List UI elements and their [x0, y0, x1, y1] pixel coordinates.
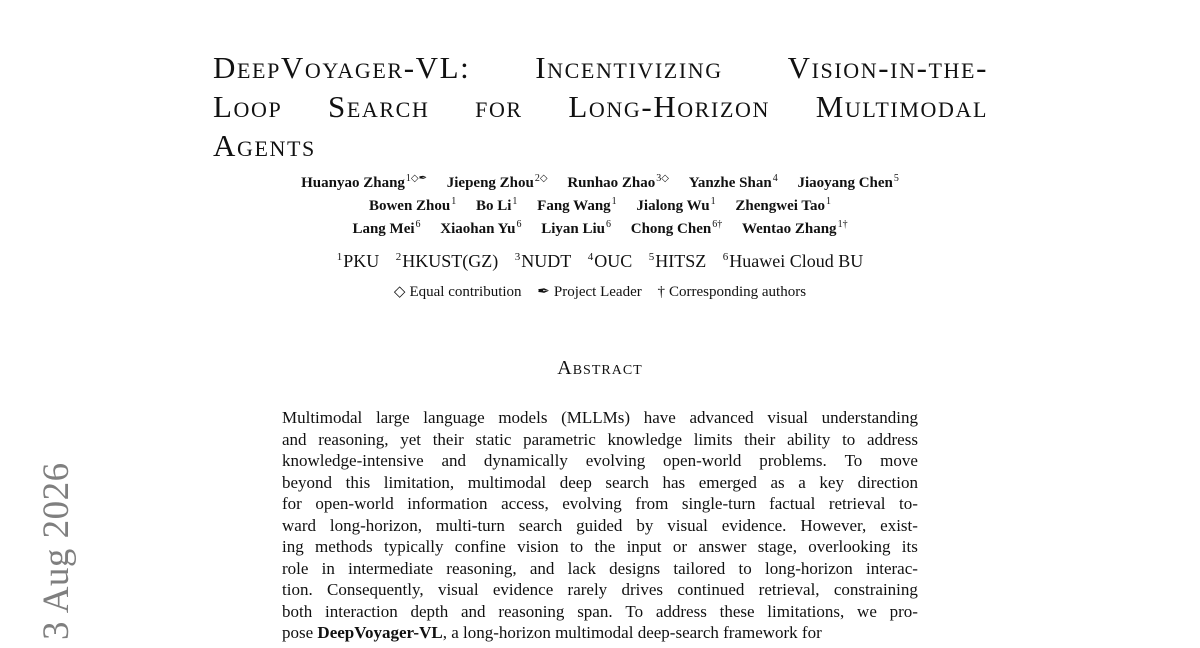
author: Zhengwei Tao$^1$: [735, 196, 832, 214]
author: Lang Mei$^6$: [352, 219, 421, 237]
paper-title: [213, 48, 1013, 165]
pen-icon: ✒: [537, 284, 550, 300]
author-list: [0, 172, 1200, 241]
author: Wentao Zhang$^{1\dagger}$: [741, 219, 848, 237]
author: Chong Chen$^{6\dagger}$: [630, 219, 723, 237]
author-line-2: [0, 195, 1200, 218]
title-line-3: Agents: [213, 128, 316, 163]
author: Bo Li$^1$: [475, 196, 518, 214]
abstract-line: tion. Consequently, visual evidence rarely drives continued retrieval, constraining: [282, 580, 918, 599]
title-line-1: [213, 48, 988, 87]
affiliation: $^5$HITSZ: [648, 251, 707, 271]
title-line-2: [213, 87, 988, 126]
title-word: for: [475, 89, 523, 124]
abstract-body: [282, 407, 918, 644]
author: Yanzhe Shan$^4$: [688, 173, 778, 191]
author-line-3: [0, 218, 1200, 241]
title-word: Vision-in-the-: [787, 50, 988, 85]
arxiv-side-date: 3 Aug 2026: [36, 462, 77, 640]
title-word: Long-Horizon: [568, 89, 771, 124]
dagger-icon: †: [657, 284, 665, 300]
affiliation: $^3$NUDT: [514, 251, 572, 271]
contribution-notes: [0, 282, 1200, 302]
note-corresponding: † Corresponding authors: [657, 284, 807, 300]
affiliation: $^1$PKU: [336, 251, 380, 271]
abstract-line: for open-world information access, evolving from single-turn factual retrieval to-: [282, 494, 918, 513]
affiliation: $^2$HKUST(GZ): [395, 251, 499, 271]
abstract-line-last: pose DeepVoyager-VL, a long-horizon multimodal deep-search framework for: [282, 623, 822, 642]
author: Xiaohan Yu$^6$: [440, 219, 522, 237]
title-word: Search: [328, 89, 430, 124]
diamond-icon: ◇: [393, 284, 406, 300]
author: Runhao Zhao$^{3◇}$: [567, 173, 669, 191]
author: Liyan Liu$^6$: [541, 219, 611, 237]
title-word: Multimodal: [815, 89, 988, 124]
author: Jiepeng Zhou$^{2◇}$: [446, 173, 548, 191]
abstract-line: ing methods typically confine vision to the input or answer stage, overlooking its: [282, 537, 918, 556]
title-word: Incentivizing: [535, 50, 723, 85]
abstract-line: knowledge-intensive and dynamically evolving open-world problems. To move: [282, 451, 918, 470]
title-word: DeepVoyager-VL:: [213, 50, 471, 85]
abstract-lines: [282, 407, 918, 622]
author: Fang Wang$^1$: [537, 196, 617, 214]
abstract-line: ward long-horizon, multi-turn search guided by visual evidence. However, exist-: [282, 515, 918, 535]
affiliation-list: [0, 250, 1200, 272]
note-equal-contribution: ◇ Equal contribution: [393, 284, 522, 300]
abstract-line: both interaction depth and reasoning span. To address these limitations, we pro-: [282, 601, 918, 621]
abstract-line: and reasoning, yet their static parametric knowledge limits their ability to address: [282, 429, 918, 449]
author-line-1: [0, 172, 1200, 195]
abstract-line: Multimodal large language models (MLLMs) have advanced visual understanding: [282, 408, 918, 427]
note-project-leader: ✒ Project Leader: [537, 284, 642, 300]
abstract-line: beyond this limitation, multimodal deep search has emerged as a key direction: [282, 472, 918, 492]
author: Jialong Wu$^1$: [636, 196, 716, 214]
author: Huanyao Zhang$^{1◇✒}$: [301, 173, 427, 191]
abstract-heading: Abstract: [557, 357, 643, 379]
affiliation: $^4$OUC: [587, 251, 633, 271]
author: Bowen Zhou$^1$: [368, 196, 457, 214]
affiliation: $^6$Huawei Cloud BU: [722, 251, 864, 271]
title-word: Loop: [213, 89, 283, 124]
author: Jiaoyang Chen$^5$: [797, 173, 899, 191]
abstract-line: role in intermediate reasoning, and lack designs tailored to long-horizon interac-: [282, 558, 918, 578]
